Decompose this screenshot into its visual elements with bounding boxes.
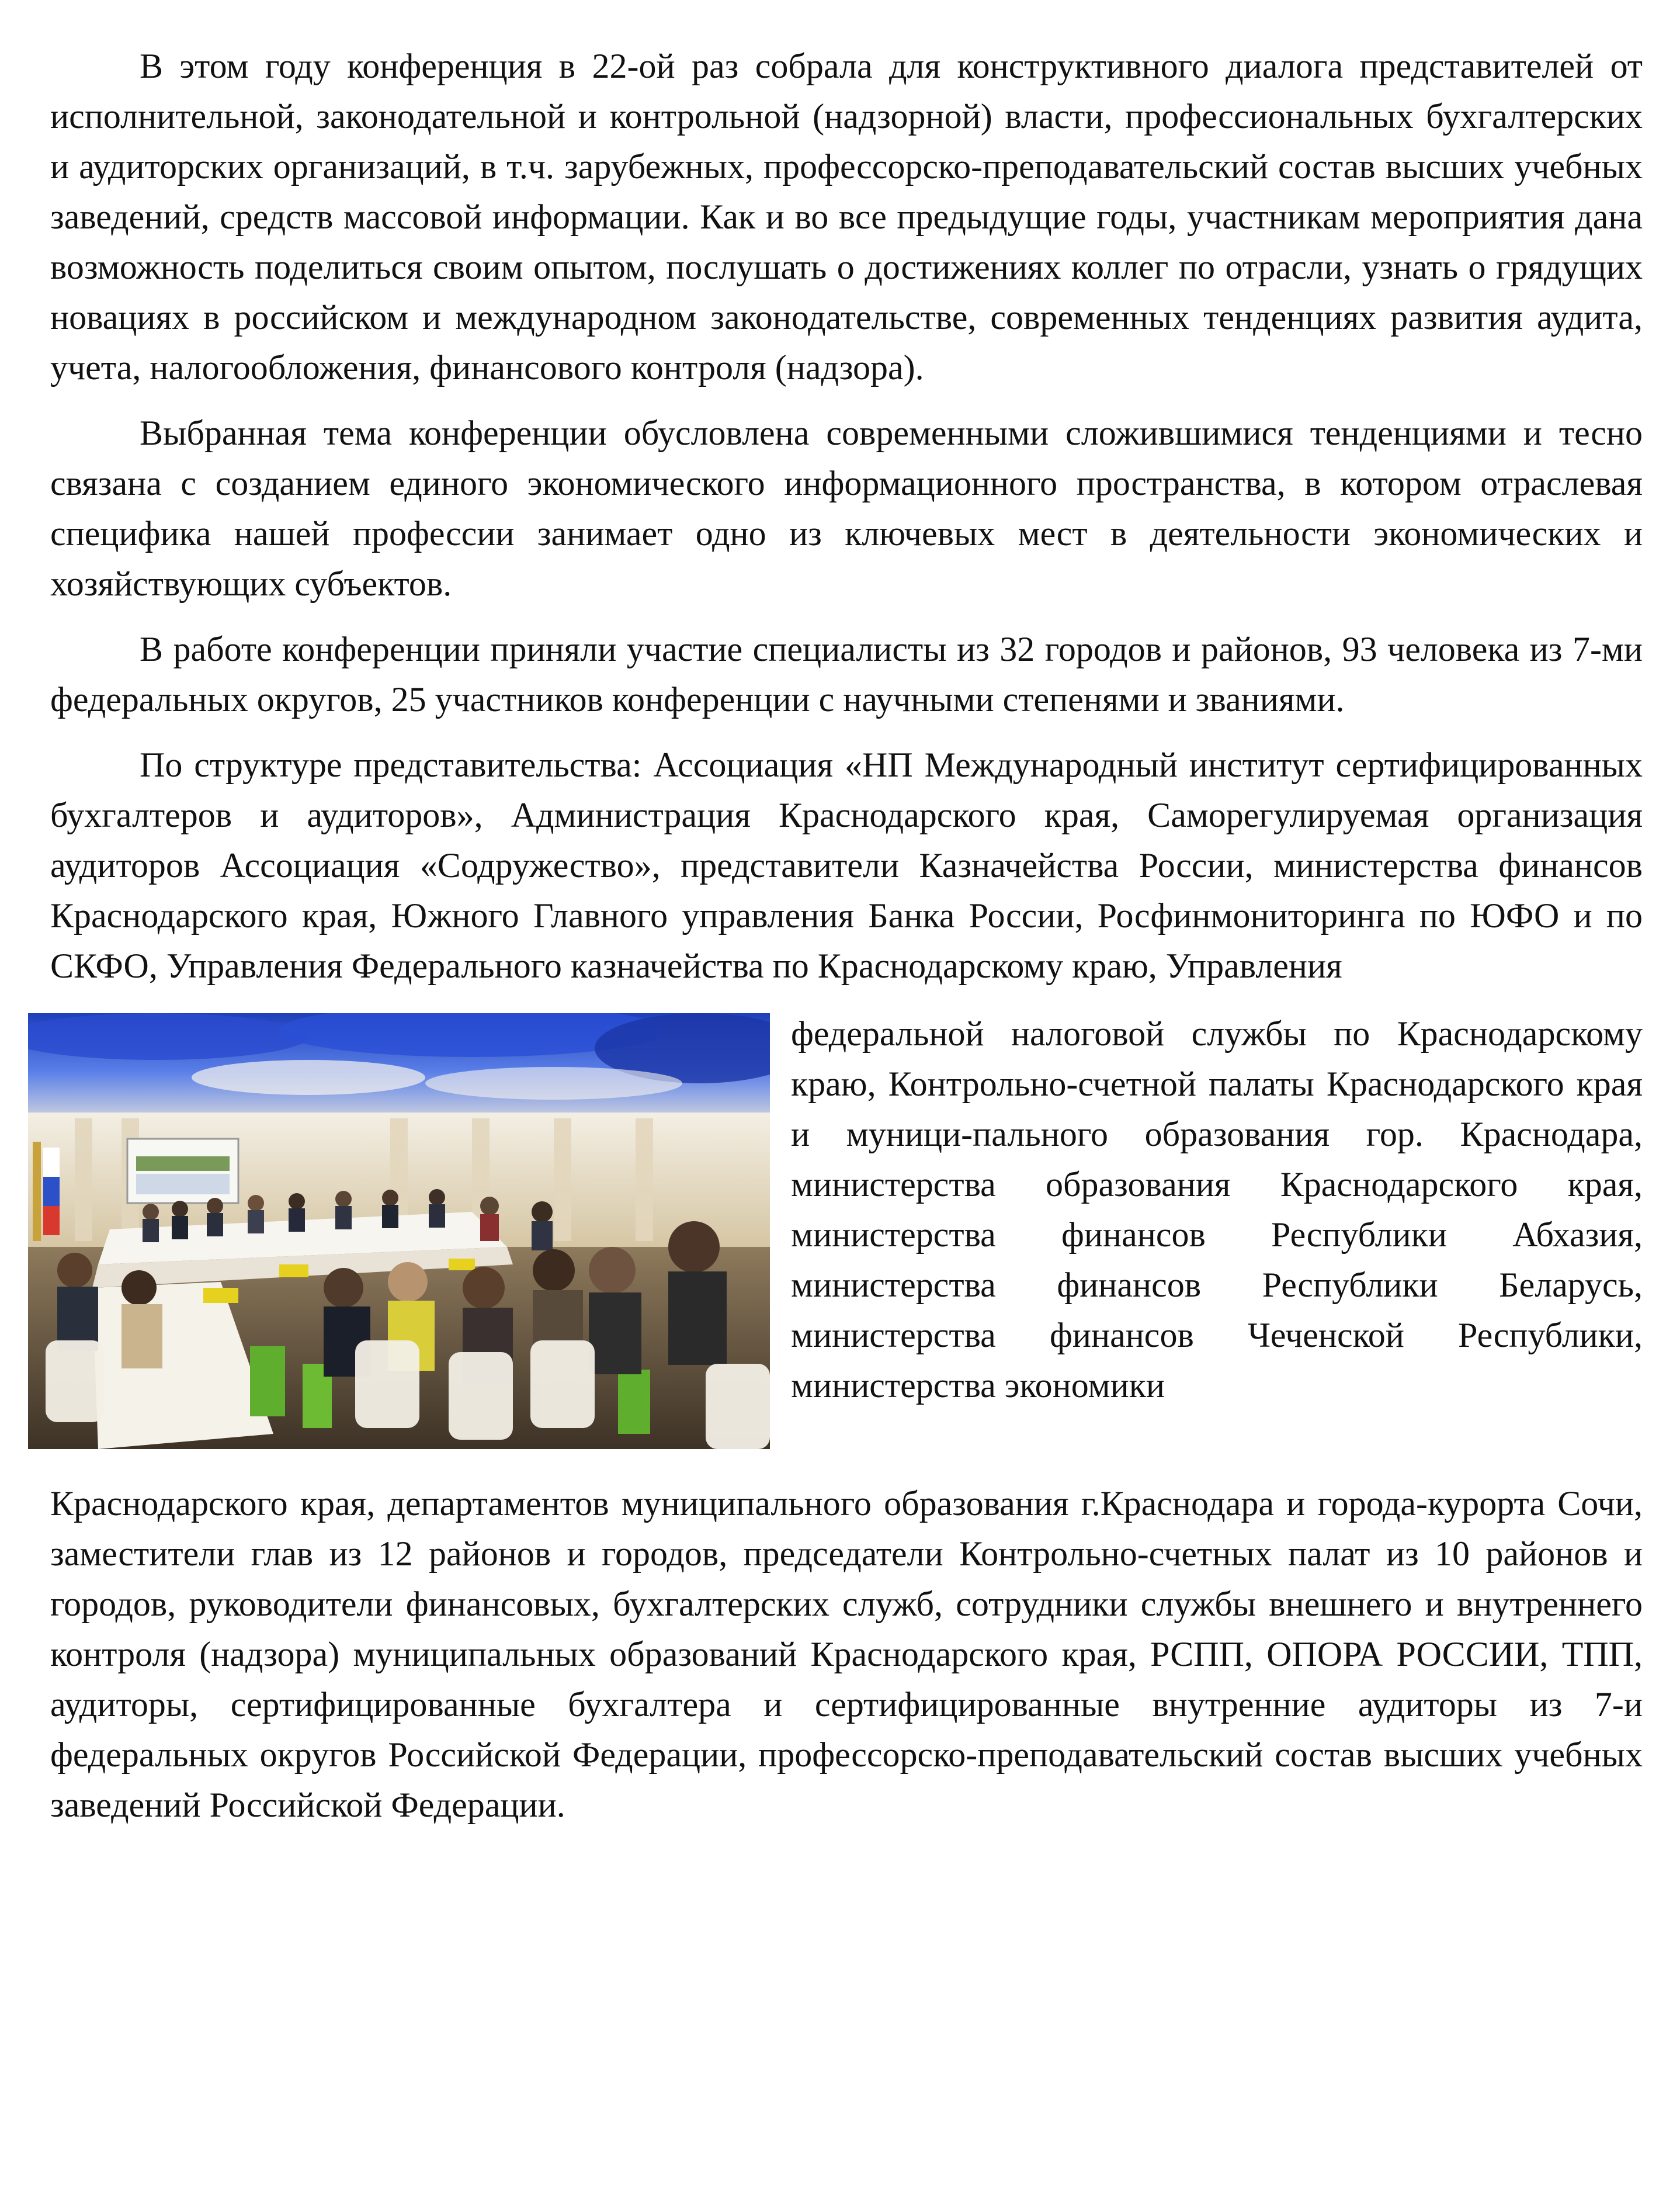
wrapped-paragraph: федеральной налоговой службы по Краснодарскому краю, Контрольно-счетной палаты Краснодарского края и муници-пального образования гор. Краснодара, министерства образования Краснодарского края, министерства финансов Республики Абхазия, министерства финансов Республики Беларусь, министерства финансов Чеченской Республики, министерства экономики — [791, 1014, 1643, 1405]
paragraph-final: Краснодарского края, департаментов муниципального образования г.Краснодара и города-курорта Сочи, заместители глав из 12 районов и городов, председатели Контрольно-счетных палат из 10 районов и городов, руководители финансовых, бухгалтерских служб, сотрудники службы внешнего и внутреннего контроля (надзора) муниципальных образований Краснодарского края, РСПП, ОПОРА РОССИИ, ТПП, аудиторы, сертифицированные бухгалтера и сертифицированные внутренние аудиторы из 7-и федеральных округов Российской Федерации, профессорско-преподавательский состав высших учебных заведений Российской Федерации. — [50, 1484, 1643, 1824]
paragraph-intro: В этом году конференция в 22-ой раз собрала для конструктивного диалога представителей от исполнительной, законодательной и контрольной (надзорной) власти, профессиональных бухгалтерских и аудиторских организаций, в т.ч. зарубежных, профессорско-преподавательский состав высших учебных заведений, средств массовой информации. Как и во все предыдущие годы, участникам мероприятия дана возможность поделиться своим опытом, послушать о достижениях коллег по отрасли, узнать о грядущих новациях в российском и международном законодательстве, современных тенденциях развития аудита, учета, налогообложения, финансового контроля (надзора). — [50, 47, 1643, 387]
paragraph-representation: По структуре представительства: Ассоциация «НП Международный институт сертифицированных бухгалтеров и аудиторов», Администрация Краснодарского края, Саморегулируемая организация аудиторов Ассоциация «Содружество», представители Казначейства России, министерства финансов Краснодарского края, Южного Главного управления Банка России, Росфинмониторинга по ЮФО и по СКФО, Управления Федерального казначейства по Краснодарскому краю, Управления — [50, 746, 1643, 985]
paragraph-participants: В работе конференции приняли участие специалисты из 32 городов и районов, 93 человека из 7-ми федеральных округов, 25 участников конференции с научными степенями и званиями. — [50, 630, 1643, 719]
document-page — [50, 41, 1643, 1830]
conference-hall-photo — [28, 1013, 770, 1449]
paragraph-topic: Выбранная тема конференции обусловлена современными сложившимися тенденциями и тесно связана с созданием единого экономического информационного пространства, в котором отраслевая специфика нашей профессии занимает одно из ключевых мест в деятельности экономических и хозяйствующих субъектов. — [50, 414, 1643, 603]
photo-text-block — [50, 1009, 1643, 1455]
